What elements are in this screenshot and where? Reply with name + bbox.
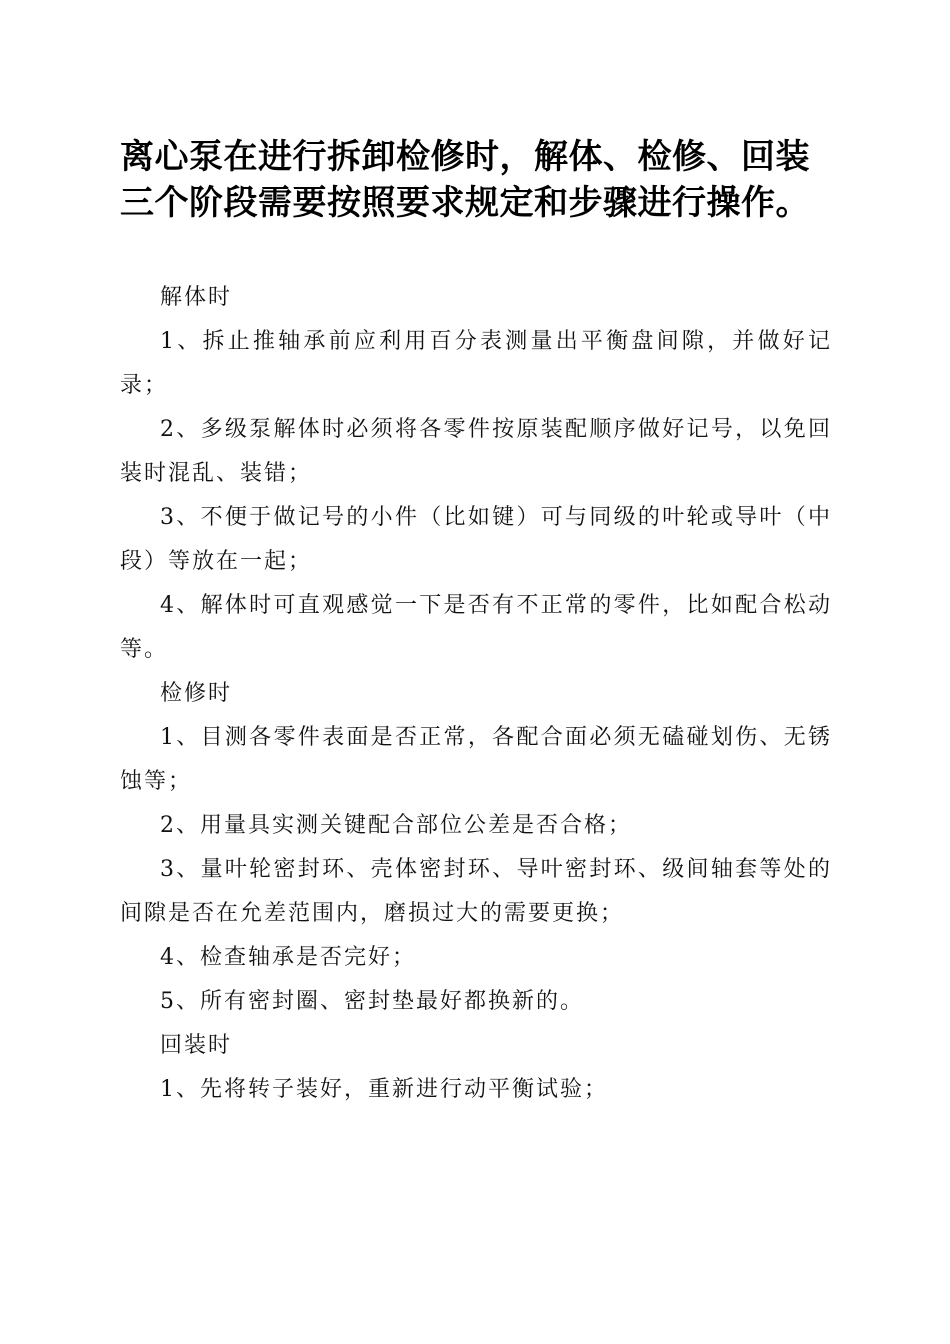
paragraph: 5、所有密封圈、密封垫最好都换新的。 [160, 989, 584, 1014]
section-heading-inspection: 检修时 [160, 681, 233, 706]
paragraph: 2、多级泵解体时必须将各零件按原装配顺序做好记号，以免回装时混乱、装错； [120, 417, 832, 486]
paragraph: 3、量叶轮密封环、壳体密封环、导叶密封环、级间轴套等处的间隙是否在允差范围内，磨损过大的需要更换； [120, 857, 832, 926]
paragraph: 2、用量具实测关键配合部位公差是否合格； [160, 813, 632, 838]
paragraph: 1、先将转子装好，重新进行动平衡试验； [160, 1077, 608, 1102]
paragraph: 4、检查轴承是否完好； [160, 945, 416, 970]
paragraph: 1、目测各零件表面是否正常，各配合面必须无磕碰划伤、无锈蚀等； [120, 725, 832, 794]
section-heading-disassembly: 解体时 [160, 285, 233, 310]
document-body [120, 276, 832, 1112]
section-heading-reassembly: 回装时 [160, 1033, 233, 1058]
document-title: 离心泵在进行拆卸检修时，解体、检修、回装三个阶段需要按照要求规定和步骤进行操作。 [120, 137, 810, 223]
paragraph: 4、解体时可直观感觉一下是否有不正常的零件，比如配合松动等。 [120, 593, 832, 662]
paragraph: 1、拆止推轴承前应利用百分表测量出平衡盘间隙，并做好记录； [120, 329, 832, 398]
paragraph: 3、不便于做记号的小件（比如键）可与同级的叶轮或导叶（中段）等放在一起； [120, 505, 832, 574]
